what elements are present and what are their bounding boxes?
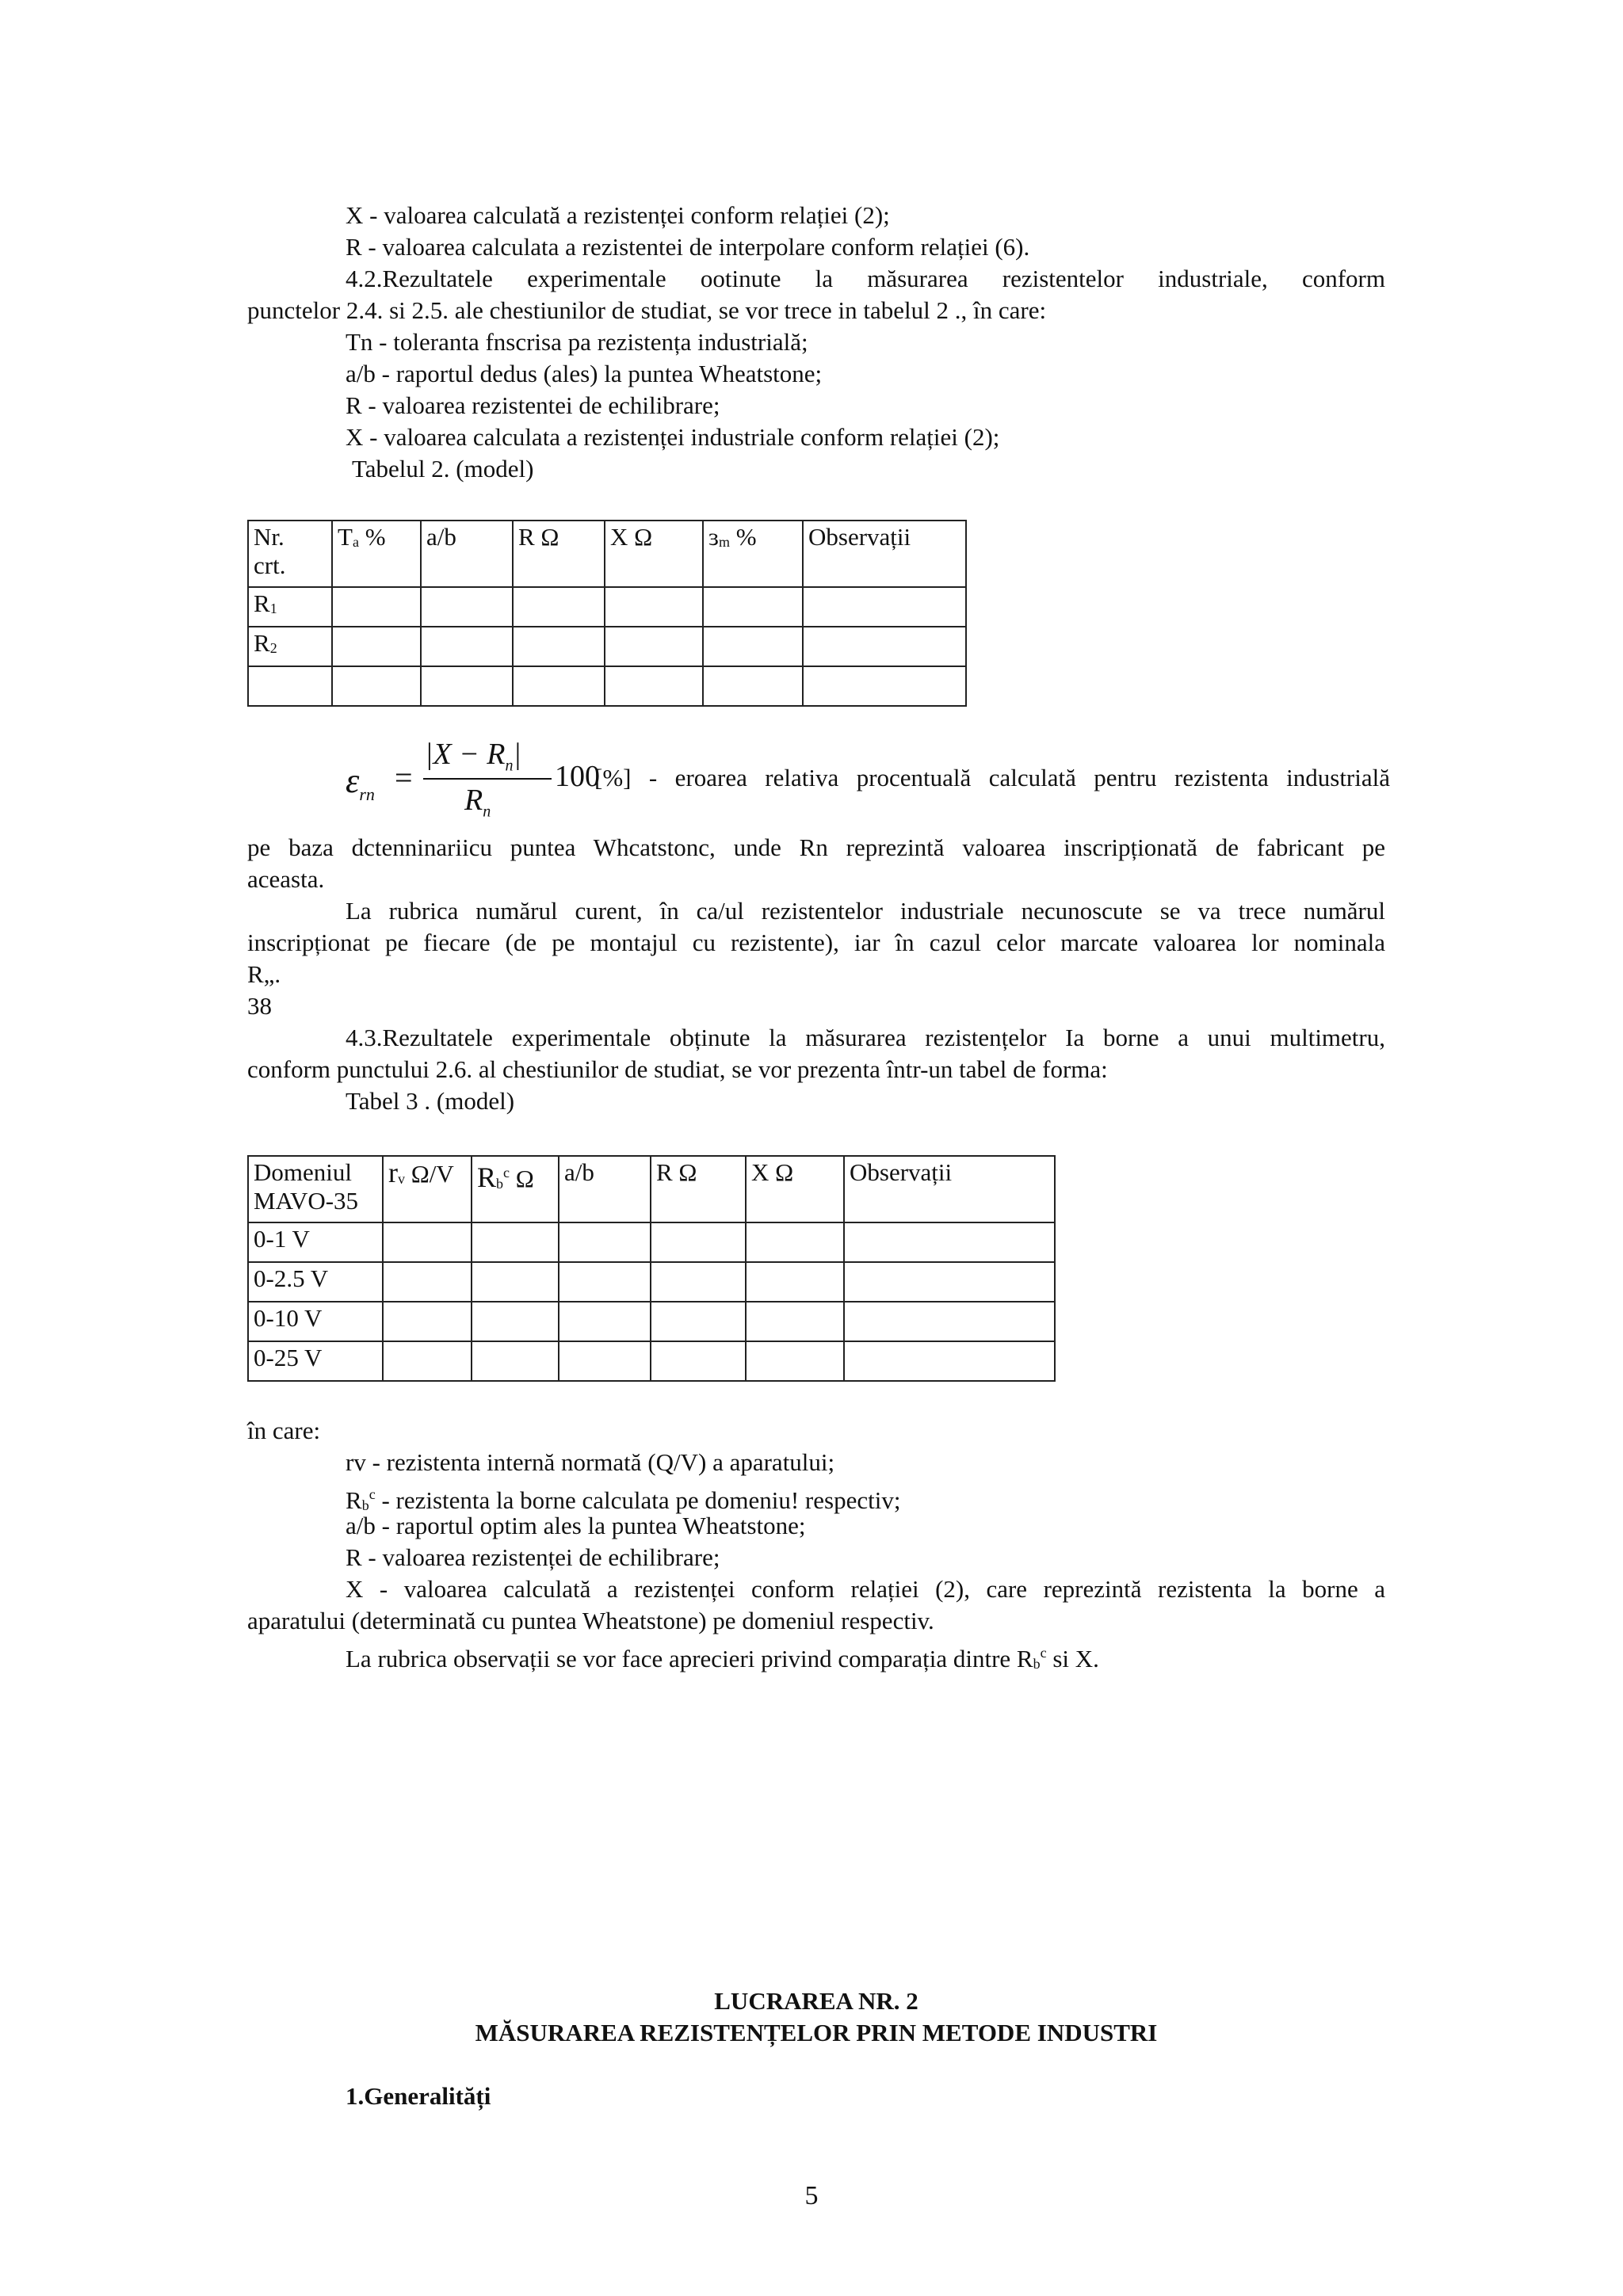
table-row	[248, 1262, 1055, 1302]
text-line: a/b - raportul dedus (ales) la puntea Wheatstone;	[346, 360, 823, 387]
domain-cell: 0-2.5 V	[248, 1262, 383, 1302]
table-row	[248, 587, 966, 627]
text-line: X - valoarea calculată a rezistenței conform relației (2), care reprezintă rezistenta la borne a	[346, 1575, 1385, 1603]
header-rb: $R_b^c$ Ω	[472, 1156, 559, 1222]
text-line: La rubrica observații se vor face aprecieri privind comparația dintre $R_b^c$ si X.	[346, 1645, 1099, 1672]
table-2	[247, 520, 967, 707]
text-line: R - valoarea calculata a rezistentei de interpolare conform relației (6).	[346, 233, 1030, 261]
text-line: 4.2.Rezultatele experimentale ootinute la măsurarea rezistentelor industriale, conform	[346, 265, 1385, 292]
text-line: conform punctului 2.6. al chestiunilor de studiat, se vor prezenta într-un tabel de forma:	[247, 1055, 1108, 1083]
text-line: inscripționat pe fiecare (de pe montajul cu rezistente), iar în cazul celor marcate valoarea lor nominala	[247, 929, 1385, 956]
text-line: Tn - toleranta fnscrisa pa rezistența industrială;	[346, 328, 808, 356]
header-nr: Nr. crt.	[248, 521, 332, 587]
text-line: punctelor 2.4. si 2.5. ale chestiunilor de studiat, se vor trece in tabelul 2 ., în care:	[247, 296, 1047, 324]
text-line: rv - rezistenta internă normată (Q/V) a aparatului;	[346, 1448, 835, 1476]
table-caption: Tabel 3 . (model)	[346, 1087, 515, 1115]
table-row	[248, 627, 966, 666]
fraction-bar	[423, 778, 552, 780]
page-number: 5	[804, 2181, 819, 2210]
page-marker: 38	[247, 992, 272, 1020]
text-line: pe baza dctenninariicu puntea Whcatstonc, unde Rn reprezintă valoarea inscripționată de fabricant pe	[247, 833, 1385, 861]
equals-sign: =	[395, 760, 413, 795]
header-ratio: a/b	[559, 1156, 651, 1222]
text-line: R - valoarea rezistentei de echilibrare;	[346, 391, 720, 419]
text-line: R - valoarea rezistenței de echilibrare;	[346, 1543, 720, 1571]
formula-denominator: $R_n$	[464, 784, 491, 821]
section-subtitle: MĂSURAREA REZISTENȚELOR PRIN METODE INDUSTRI	[475, 2019, 1158, 2046]
header-error: ɜ$_m$ %	[703, 521, 803, 587]
header-r: R Ω	[513, 521, 605, 587]
row-label: $R_2$	[248, 627, 332, 666]
text-line: La rubrica numărul curent, în ca/ul rezistentelor industriale necunoscute se va trece numărul	[346, 897, 1385, 925]
header-r: R Ω	[651, 1156, 746, 1222]
table-header-row	[248, 521, 966, 587]
domain-cell: 0-25 V	[248, 1341, 383, 1381]
table-row	[248, 666, 966, 706]
text-line: aparatului (determinată cu puntea Wheatstone) pe domeniul respectiv.	[247, 1607, 934, 1634]
text-line: aceasta.	[247, 865, 325, 893]
header-observations: Observații	[803, 521, 966, 587]
header-x: X Ω	[746, 1156, 844, 1222]
domain-cell: 0-10 V	[248, 1302, 383, 1341]
section-title: LUCRAREA NR. 2	[714, 1987, 918, 2015]
subsection-heading: 1.Generalități	[346, 2082, 491, 2110]
text-line: X - valoarea calculată a rezistenței conform relației (2);	[346, 201, 890, 229]
formula-numerator: $|X - R_n|$	[425, 738, 521, 775]
header-ratio: a/b	[421, 521, 513, 587]
table-caption: Tabelul 2. (model)	[352, 455, 534, 482]
header-x: X Ω	[605, 521, 703, 587]
relative-error-formula	[346, 737, 1392, 832]
formula-description: [%] - eroarea relativa procentuală calculată pentru rezistenta industrială	[594, 764, 1390, 791]
text-line: în care:	[247, 1417, 321, 1444]
header-observations: Observații	[844, 1156, 1055, 1222]
formula-factor: 100	[555, 760, 600, 793]
table-header-row	[248, 1156, 1055, 1222]
text-line: R„.	[247, 960, 281, 988]
text-line: a/b - raportul optim ales la puntea Wheatstone;	[346, 1512, 806, 1539]
text-line: $R_b^c$ - rezistenta la borne calculata pe domeniu! respectiv;	[346, 1486, 901, 1514]
table-3	[247, 1155, 1056, 1382]
header-tolerance: $T_a$ %	[332, 521, 421, 587]
header-domain: Domeniul MAVO-35	[248, 1156, 383, 1222]
header-rv: $r_v$ Ω/V	[383, 1156, 472, 1222]
epsilon-symbol: $\varepsilon_{rn}$	[346, 761, 375, 804]
row-label: $R_1$	[248, 587, 332, 627]
table-row	[248, 1341, 1055, 1381]
text-line: 4.3.Rezultatele experimentale obținute la măsurarea rezistențelor Ia borne a unui multimetru,	[346, 1024, 1385, 1051]
table-row	[248, 1222, 1055, 1262]
domain-cell: 0-1 V	[248, 1222, 383, 1262]
text-line: X - valoarea calculata a rezistenței industriale conform relației (2);	[346, 423, 1000, 451]
table-row	[248, 1302, 1055, 1341]
